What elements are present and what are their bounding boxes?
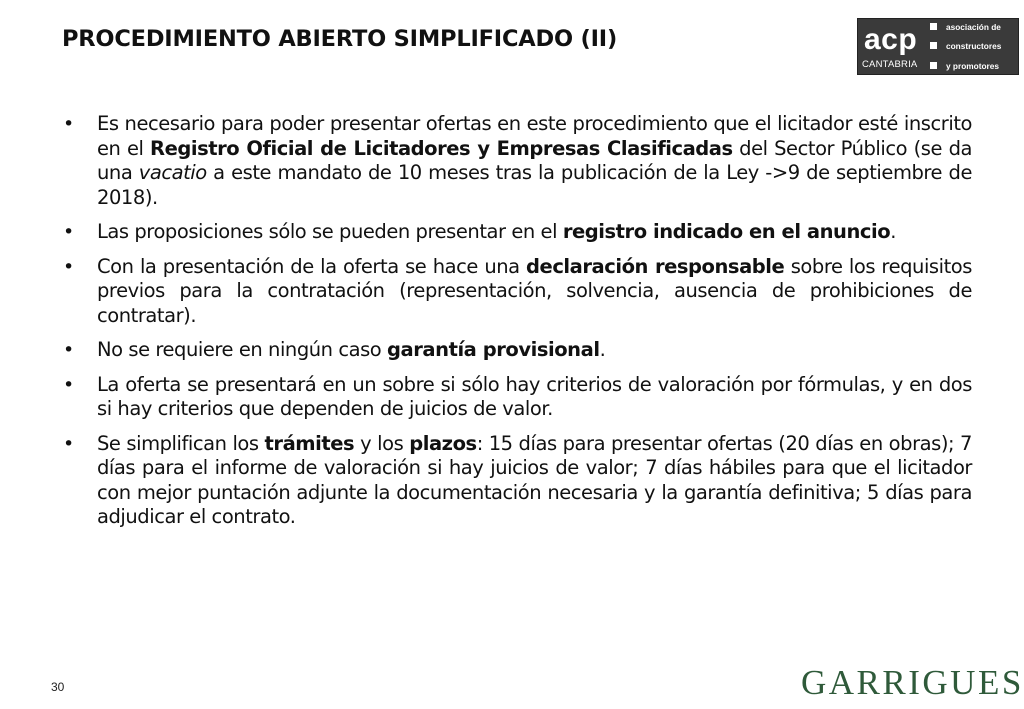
bullet-text-segment: Las proposiciones sólo se pueden presentar en el [97,220,563,243]
logo-square-icon [930,23,937,30]
bullet-text-segment: Es necesario para poder presentar ofertas en este procedimiento que el licitador esté inscrito en el [97,112,972,160]
bullet-text-segment: plazos [409,431,477,455]
bullet-text-segment: . [599,338,606,361]
bullet-text-segment: Con la presentación de la oferta se hace una [97,254,527,278]
bullet-text-segment: declaración responsable [526,254,785,278]
logo-region-text: CANTABRIA [862,59,918,70]
bullet-item [60,373,972,422]
bullet-dot-icon: • [63,432,74,455]
logo-square-icon [930,62,937,69]
bullet-text-segment: vacatio [138,161,207,184]
logo-acp-text: acp [864,23,918,56]
slide-title: PROCEDIMIENTO ABIERTO SIMPLIFICADO (II) [62,26,618,52]
bullet-text-segment: registro indicado en el anuncio [562,220,891,243]
page-number: 30 [51,680,65,694]
bullet-text-segment: Se simplifican los [97,431,265,455]
bullet-text-segment: garantía provisional [387,338,600,361]
logo-line-2: constructores [946,41,1002,51]
bullet-dot-icon: • [63,221,74,243]
bullet-dot-icon: • [63,113,74,135]
bullet-text-segment: No se requiere en ningún caso [97,338,388,361]
bullet-text-segment: trámites [264,431,355,455]
bullet-dot-icon: • [63,339,74,361]
logo-line-1: asociación de [946,22,1001,32]
bullet-item [60,338,972,363]
bullet-text-segment: : 15 días para presentar ofertas (20 días en obras); 7 días para el informe de valoración si hay juicios de valor; 7 días hábiles para que el licitador con mejor puntación adjunte la documentación necesaria y la garantía definitiva; 5 días para adjudicar el contrato. [97,431,973,528]
bullet-item [60,432,972,530]
bullet-item [60,112,972,210]
bullet-dot-icon: • [63,255,74,278]
garrigues-logo: GARRIGUES [801,663,1024,702]
bullet-item [60,220,972,245]
bullet-text-segment: La oferta se presentará en un sobre si sólo hay criterios de valoración por fórmulas, y en dos si hay criterios que dependen de juicios de valor. [97,372,972,420]
bullet-text-segment: y los [354,431,410,455]
bullet-text-segment: Registro Oficial de Licitadores y Empresas Clasificadas [150,136,733,160]
bullet-text-segment: del Sector Público (se da una [97,136,972,184]
bullet-list [60,112,972,540]
bullet-dot-icon: • [63,373,74,396]
logo-square-icon [930,42,937,49]
bullet-text-segment: . [890,220,896,243]
acp-cantabria-logo [857,18,1019,75]
bullet-text-segment: sobre los requisitos previos para la contratación (representación, solvencia, ausencia de prohibiciones de contratar). [97,254,972,327]
bullet-item [60,255,972,329]
logo-line-3: y promotores [946,61,1000,71]
bullet-text-segment: a este mandato de 10 meses tras la publicación de la Ley ->9 de septiembre de 2018). [97,161,972,209]
